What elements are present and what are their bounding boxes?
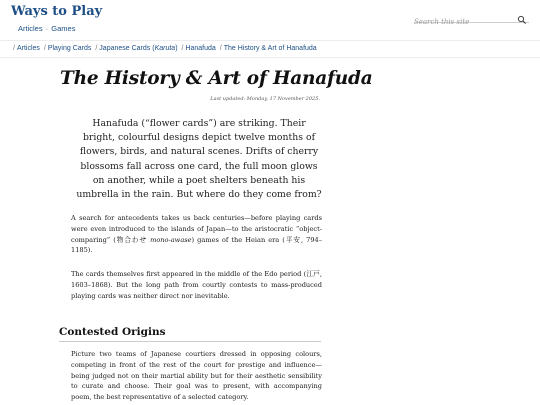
breadcrumb-separator: / <box>95 45 98 52</box>
paragraph-text: The cards themselves first appeared in the middle of the Edo period ( <box>71 270 307 278</box>
paragraph-text: , 794–1185). <box>71 235 323 255</box>
search-box <box>414 9 529 23</box>
breadcrumb-playing-cards[interactable]: Playing Cards <box>47 45 92 52</box>
paragraph-text: , 1603–1868). But the long path from courtly contests to mass-produced playing cards was neither direct nor inevitable. <box>71 270 323 300</box>
paragraph-text: A search for antecedents takes us back centuries—before playing cards were even introduced to the islands of Japan—to the aristocratic “object-comparing” ( <box>71 214 322 244</box>
breadcrumb-current-page[interactable]: The History & Art of Hanafuda <box>223 45 317 52</box>
article-lede: Hanafuda (“flower cards”) are striking. Their bright, colourful designs depict twelve months of flowers, birds, and natural scenes. Drifts of cherry blossoms fall across one card, the full moon glows on another, while a poet shelters beneath his umbrella in the rain. But where do they come from? <box>76 118 322 201</box>
breadcrumb-articles[interactable]: Articles <box>16 45 40 52</box>
breadcrumb-separator: / <box>219 45 222 52</box>
search-input[interactable] <box>414 16 514 28</box>
section-heading-contested-origins: Contested Origins <box>59 326 321 342</box>
japanese-term: 江戸 <box>306 270 320 278</box>
breadcrumb-separator: / <box>181 45 184 52</box>
nav-games-link[interactable]: Games <box>51 24 76 33</box>
breadcrumb-japanese-cards-label: Japanese Cards ( <box>99 45 155 52</box>
page-title: The History & Art of Hanafuda <box>60 68 373 89</box>
paragraph-text: ) games of the Heian era ( <box>191 235 285 244</box>
breadcrumb <box>0 40 540 58</box>
site-title-link[interactable]: Ways to Play <box>11 4 103 19</box>
japanese-term: 物合わせ <box>115 235 148 244</box>
breadcrumb-separator: / <box>43 45 46 52</box>
last-updated: Last updated: Monday, 17 November 2025. <box>210 96 320 102</box>
breadcrumb-close-paren: ) <box>175 45 178 52</box>
main-nav <box>18 24 75 33</box>
paragraph-edo <box>71 269 322 301</box>
japanese-term: 平安 <box>284 235 301 244</box>
site-header <box>0 0 540 42</box>
breadcrumb-japanese-cards[interactable] <box>99 45 177 52</box>
breadcrumb-hanafuda[interactable]: Hanafuda <box>185 45 216 52</box>
search-icon[interactable] <box>517 10 527 20</box>
breadcrumb-separator: / <box>13 45 15 52</box>
nav-separator: · <box>45 24 49 33</box>
romaji-term: mono-awase <box>150 235 192 244</box>
paragraph-antecedents <box>71 213 322 256</box>
nav-articles-link[interactable]: Articles <box>18 24 43 33</box>
breadcrumb-karuta-italic: Karuta <box>154 45 176 52</box>
paragraph-courtiers: Picture two teams of Japanese courtiers dressed in opposing colours, competing in front of the rest of the court for prestige and influence—being judged not on their martial ability but for their aesthetic sensibility to curate and choose. Their goal was to present, with accompanying poem, the best representative of a selected category. <box>71 350 322 402</box>
